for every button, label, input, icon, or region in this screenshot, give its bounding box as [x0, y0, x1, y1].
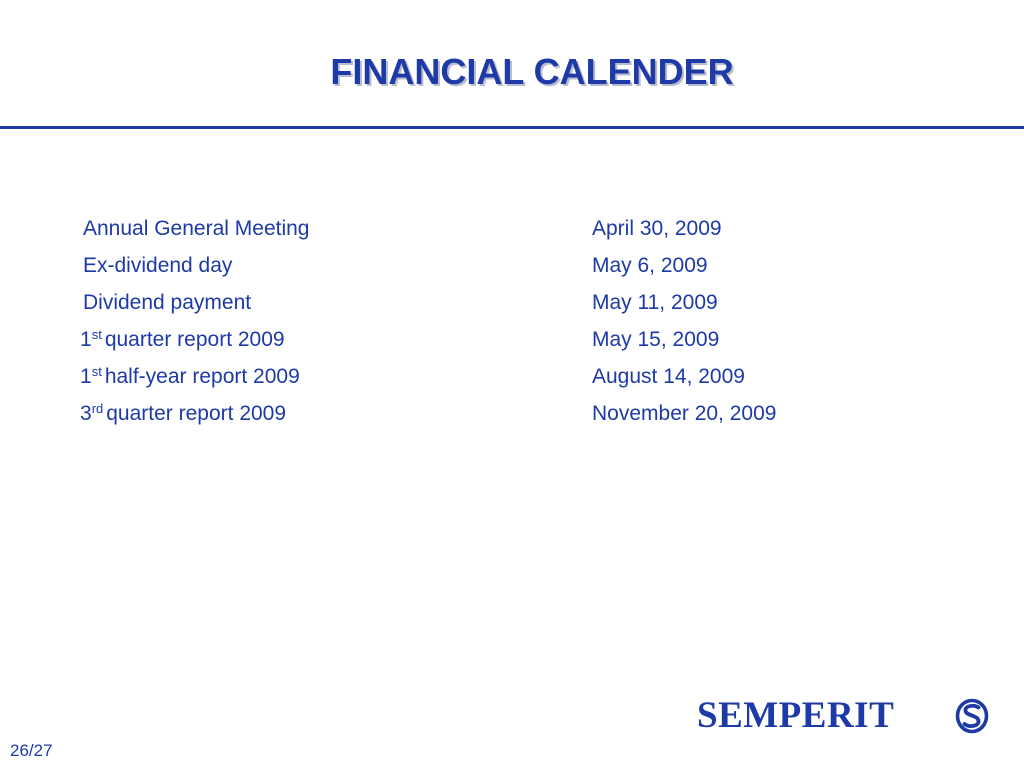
event-name: Ex-dividend day: [83, 254, 233, 277]
page-number: 26/27: [10, 741, 53, 760]
calendar-row: [80, 247, 880, 284]
event-date: May 6, 2009: [592, 254, 708, 277]
event-name: Dividend payment: [83, 291, 252, 314]
event-date: November 20, 2009: [592, 402, 777, 425]
event-date: August 14, 2009: [592, 365, 745, 388]
event-name: 3rd quarter report 2009: [80, 401, 287, 425]
slide-title: FINANCIAL CALENDER: [330, 51, 734, 92]
semperit-logo: [697, 695, 992, 739]
event-name: 1st half-year report 2009: [80, 364, 300, 388]
event-date: April 30, 2009: [592, 217, 722, 240]
ordinal-suffix: rd: [91, 401, 104, 416]
calendar-row: [80, 210, 880, 247]
calendar-table: [80, 210, 880, 432]
semperit-s-icon: [955, 698, 989, 734]
event-date: May 11, 2009: [592, 291, 718, 314]
calendar-row: [80, 395, 880, 432]
event-name: Annual General Meeting: [83, 217, 310, 240]
calendar-row: [80, 358, 880, 395]
ordinal-suffix: st: [91, 327, 102, 342]
logo-wordmark: SEMPERIT: [697, 695, 895, 736]
event-name: 1st quarter report 2009: [80, 327, 285, 351]
title-divider: [0, 126, 1024, 129]
ordinal-suffix: st: [91, 364, 102, 379]
calendar-row: [80, 321, 880, 358]
calendar-row: [80, 284, 880, 321]
event-date: May 15, 2009: [592, 328, 720, 351]
